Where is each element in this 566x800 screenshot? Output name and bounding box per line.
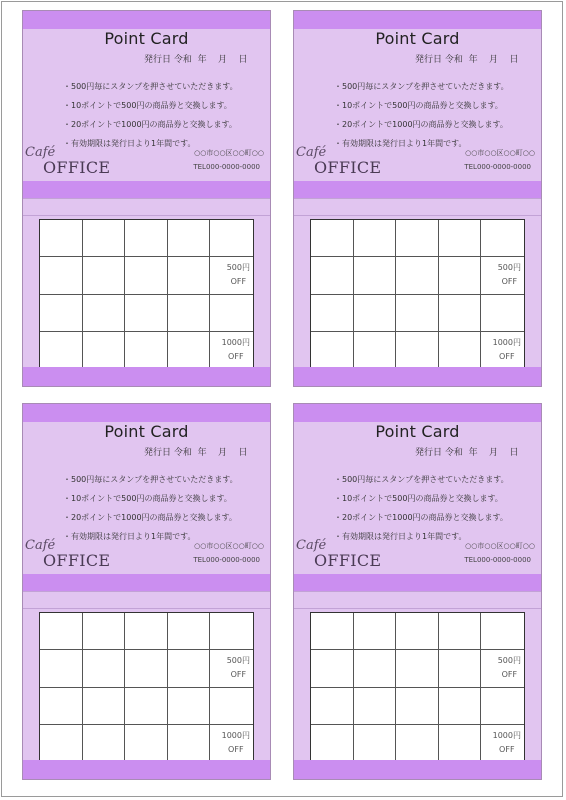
issue-date-line: 発行日 令和 年 月 日 (415, 448, 519, 458)
card-middle-band (294, 181, 541, 198)
reward-off: OFF (228, 745, 244, 755)
reward-off: OFF (230, 670, 247, 680)
stamp-cell[interactable] (311, 725, 354, 762)
stamp-cell[interactable] (481, 650, 524, 687)
logo-cafe: Café (25, 145, 56, 160)
stamp-cell[interactable] (210, 220, 253, 257)
stamp-cell[interactable] (40, 257, 83, 294)
card-bottom-band (294, 367, 541, 386)
shop-address: ○○市○○区○○町○○ (465, 542, 535, 550)
card-middle-band (294, 574, 541, 591)
shop-address: ○○市○○区○○町○○ (194, 149, 264, 157)
card-middle-band (23, 574, 270, 591)
stamp-cell[interactable] (481, 688, 524, 725)
stamp-cell[interactable] (40, 220, 83, 257)
stamp-cell[interactable] (481, 332, 524, 369)
card-rule: ・有効期限は発行日より1年間です。 (334, 532, 467, 541)
stamp-cell[interactable] (210, 725, 253, 762)
stamp-cell[interactable] (354, 688, 397, 725)
stamp-cell[interactable] (396, 332, 439, 369)
card-bottom-band (23, 760, 270, 779)
reward-500-label (498, 261, 521, 289)
divider-line (294, 198, 541, 199)
point-card (293, 403, 542, 780)
stamp-cell[interactable] (83, 220, 126, 257)
stamp-cell[interactable] (125, 688, 168, 725)
card-top-band (294, 11, 541, 29)
stamp-cell[interactable] (311, 613, 354, 650)
logo-office: OFFICE (43, 551, 111, 570)
stamp-cell[interactable] (210, 332, 253, 369)
reward-amount: 1000円 (221, 731, 250, 741)
reward-off: OFF (499, 352, 515, 362)
reward-500-label (498, 654, 521, 682)
stamp-cell[interactable] (311, 257, 354, 294)
stamp-cell[interactable] (396, 257, 439, 294)
reward-1000-label (222, 729, 250, 757)
stamp-cell[interactable] (125, 257, 168, 294)
reward-amount: 500円 (226, 656, 250, 666)
divider-line (294, 608, 541, 609)
card-rule: ・有効期限は発行日より1年間です。 (334, 139, 467, 148)
stamp-cell[interactable] (354, 613, 397, 650)
stamp-cell[interactable] (354, 220, 397, 257)
stamp-cell[interactable] (481, 220, 524, 257)
stamp-cell[interactable] (311, 688, 354, 725)
card-top-band (294, 404, 541, 422)
stamp-cell[interactable] (168, 295, 211, 332)
stamp-cell[interactable] (396, 220, 439, 257)
stamp-cell[interactable] (40, 613, 83, 650)
stamp-cell[interactable] (83, 332, 126, 369)
card-title: Point Card (104, 29, 189, 48)
divider-line (294, 215, 541, 216)
reward-1000-label (493, 336, 521, 364)
reward-amount: 1000円 (492, 338, 521, 348)
stamp-cell[interactable] (210, 257, 253, 294)
stamp-cell[interactable] (125, 650, 168, 687)
point-card (22, 403, 271, 780)
stamp-cell[interactable] (439, 650, 482, 687)
reward-off: OFF (501, 670, 518, 680)
stamp-cell[interactable] (481, 613, 524, 650)
stamp-cell[interactable] (83, 295, 126, 332)
stamp-cell[interactable] (168, 332, 211, 369)
stamp-cell[interactable] (40, 332, 83, 369)
stamp-cell[interactable] (439, 220, 482, 257)
card-rule: ・20ポイントで1000円の商品券と交換します。 (334, 120, 508, 129)
stamp-cell[interactable] (311, 332, 354, 369)
stamp-cell[interactable] (83, 650, 126, 687)
stamp-cell[interactable] (439, 257, 482, 294)
stamp-cell[interactable] (40, 688, 83, 725)
card-rule: ・500円毎にスタンプを押させていただきます。 (334, 475, 509, 484)
reward-amount: 500円 (226, 263, 250, 273)
stamp-cell[interactable] (125, 220, 168, 257)
card-bottom-band (23, 367, 270, 386)
reward-amount: 1000円 (221, 338, 250, 348)
stamp-cell[interactable] (40, 650, 83, 687)
reward-500-label (227, 654, 250, 682)
stamp-cell[interactable] (439, 613, 482, 650)
stamp-cell[interactable] (481, 257, 524, 294)
card-top-band (23, 11, 270, 29)
stamp-cell[interactable] (354, 725, 397, 762)
stamp-cell[interactable] (210, 650, 253, 687)
card-middle-band (23, 181, 270, 198)
card-rule: ・20ポイントで1000円の商品券と交換します。 (63, 120, 237, 129)
issue-date-line: 発行日 令和 年 月 日 (144, 55, 248, 65)
logo-cafe: Café (25, 538, 56, 553)
card-rule: ・10ポイントで500円の商品券と交換します。 (63, 101, 232, 110)
shop-phone: TEL000-0000-0000 (193, 163, 260, 171)
card-rule: ・20ポイントで1000円の商品券と交換します。 (334, 513, 508, 522)
divider-line (23, 608, 270, 609)
logo-office: OFFICE (43, 158, 111, 177)
stamp-cell[interactable] (439, 332, 482, 369)
stamp-cell[interactable] (396, 650, 439, 687)
card-rule: ・有効期限は発行日より1年間です。 (63, 139, 196, 148)
stamp-cell[interactable] (311, 650, 354, 687)
card-rule: ・有効期限は発行日より1年間です。 (63, 532, 196, 541)
reward-amount: 1000円 (492, 731, 521, 741)
reward-amount: 500円 (497, 263, 521, 273)
stamp-cell[interactable] (311, 220, 354, 257)
card-bottom-band (294, 760, 541, 779)
reward-500-label (227, 261, 250, 289)
card-rule: ・20ポイントで1000円の商品券と交換します。 (63, 513, 237, 522)
point-card (22, 10, 271, 387)
reward-off: OFF (230, 277, 247, 287)
card-top-band (23, 404, 270, 422)
stamp-cell[interactable] (210, 688, 253, 725)
stamp-cell[interactable] (83, 688, 126, 725)
stamp-cell[interactable] (83, 725, 126, 762)
stamp-cell[interactable] (168, 650, 211, 687)
shop-address: ○○市○○区○○町○○ (194, 542, 264, 550)
reward-1000-label (493, 729, 521, 757)
logo-office: OFFICE (314, 551, 382, 570)
stamp-cell[interactable] (125, 613, 168, 650)
stamp-cell[interactable] (40, 295, 83, 332)
stamp-cell[interactable] (354, 295, 397, 332)
stamp-cell[interactable] (210, 295, 253, 332)
card-title: Point Card (375, 29, 460, 48)
stamp-cell[interactable] (481, 295, 524, 332)
stamp-grid (39, 612, 254, 763)
stamp-cell[interactable] (354, 650, 397, 687)
stamp-cell[interactable] (83, 613, 126, 650)
card-rule: ・10ポイントで500円の商品券と交換します。 (334, 494, 503, 503)
stamp-cell[interactable] (168, 613, 211, 650)
stamp-cell[interactable] (168, 688, 211, 725)
card-rule: ・10ポイントで500円の商品券と交換します。 (63, 494, 232, 503)
stamp-cell[interactable] (481, 725, 524, 762)
stamp-cell[interactable] (396, 688, 439, 725)
shop-phone: TEL000-0000-0000 (193, 556, 260, 564)
point-card (293, 10, 542, 387)
stamp-grid (310, 219, 525, 370)
logo-office: OFFICE (314, 158, 382, 177)
card-title: Point Card (375, 422, 460, 441)
reward-1000-label (222, 336, 250, 364)
stamp-cell[interactable] (125, 725, 168, 762)
logo-cafe: Café (296, 145, 327, 160)
reward-amount: 500円 (497, 656, 521, 666)
stamp-grid (39, 219, 254, 370)
stamp-cell[interactable] (168, 220, 211, 257)
stamp-cell[interactable] (40, 725, 83, 762)
stamp-cell[interactable] (311, 295, 354, 332)
issue-date-line: 発行日 令和 年 月 日 (415, 55, 519, 65)
stamp-cell[interactable] (354, 257, 397, 294)
reward-off: OFF (499, 745, 515, 755)
card-rule: ・500円毎にスタンプを押させていただきます。 (334, 82, 509, 91)
card-rule: ・500円毎にスタンプを押させていただきます。 (63, 475, 238, 484)
stamp-cell[interactable] (439, 295, 482, 332)
stamp-cell[interactable] (439, 725, 482, 762)
divider-line (294, 591, 541, 592)
stamp-cell[interactable] (168, 257, 211, 294)
divider-line (23, 591, 270, 592)
stamp-cell[interactable] (396, 613, 439, 650)
divider-line (23, 198, 270, 199)
stamp-cell[interactable] (125, 295, 168, 332)
stamp-cell[interactable] (83, 257, 126, 294)
stamp-cell[interactable] (396, 725, 439, 762)
reward-off: OFF (228, 352, 244, 362)
reward-off: OFF (501, 277, 518, 287)
stamp-cell[interactable] (396, 295, 439, 332)
shop-address: ○○市○○区○○町○○ (465, 149, 535, 157)
issue-date-line: 発行日 令和 年 月 日 (144, 448, 248, 458)
card-title: Point Card (104, 422, 189, 441)
stamp-cell[interactable] (168, 725, 211, 762)
stamp-cell[interactable] (210, 613, 253, 650)
shop-phone: TEL000-0000-0000 (464, 163, 531, 171)
card-rule: ・10ポイントで500円の商品券と交換します。 (334, 101, 503, 110)
logo-cafe: Café (296, 538, 327, 553)
stamp-cell[interactable] (439, 688, 482, 725)
stamp-cell[interactable] (125, 332, 168, 369)
card-rule: ・500円毎にスタンプを押させていただきます。 (63, 82, 238, 91)
divider-line (23, 215, 270, 216)
shop-phone: TEL000-0000-0000 (464, 556, 531, 564)
stamp-grid (310, 612, 525, 763)
stamp-cell[interactable] (354, 332, 397, 369)
